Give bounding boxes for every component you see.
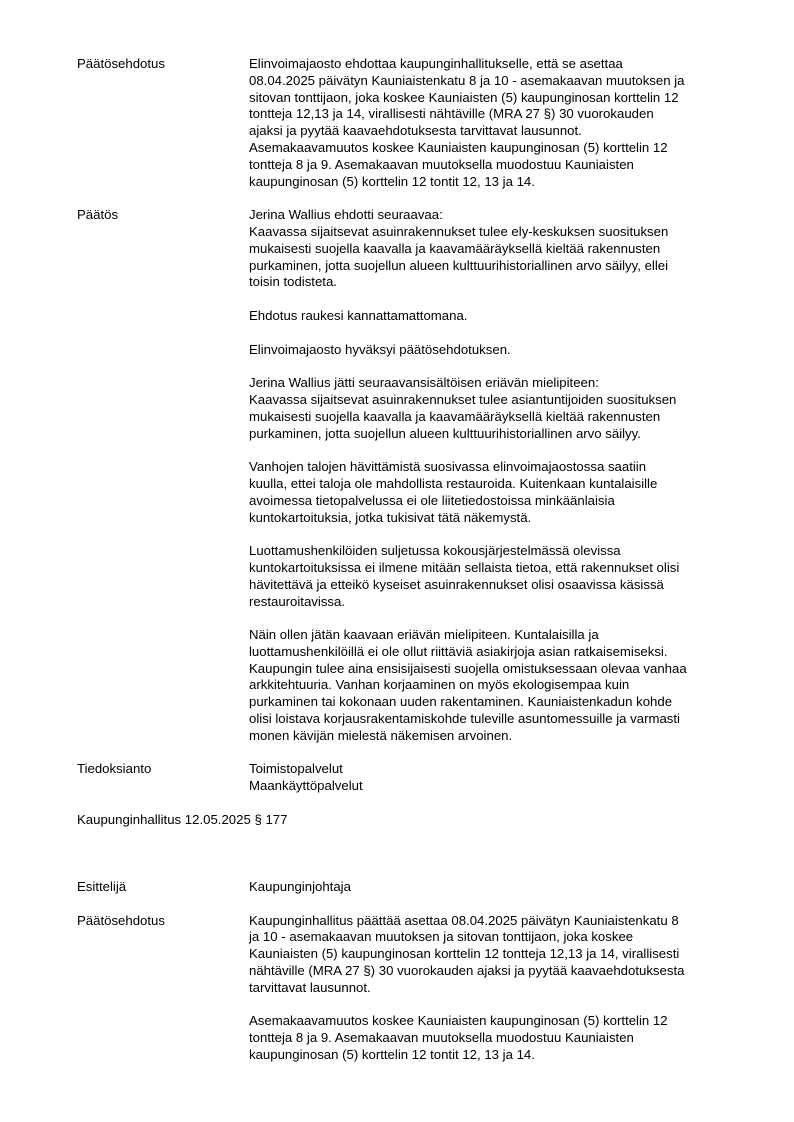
proposal-line: sitovan tonttijaon, joka koskee Kauniaisten (5) kaupunginosan korttelin 12 [249,89,679,105]
proposal-line: 08.04.2025 päivätyn Kauniaistenkatu 8 ja 10 - asemakaavan muutoksen ja [249,72,685,88]
decision-line: avoimessa tietopalvelussa ei ole liitetiedostoissa minkäänlaisia [249,492,615,508]
proposal-line: kaupunginosan (5) korttelin 12 tontit 12, 13 ja 14. [249,173,535,189]
notification-text [249,761,741,795]
decision-line: Vanhojen talojen hävittämistä suosivassa elinvoimajaostossa saatiin [249,459,647,475]
decision-label: Päätös [77,207,119,223]
proposal2-row [77,913,757,1064]
decision-paragraph [249,207,741,291]
decision-line: Luottamushenkilöiden suljetussa kokousjärjestelmässä olevissa [249,543,621,559]
document-page [77,56,757,1064]
proposal-label: Päätösehdotus [77,56,165,71]
decision-line: kuulla, ettei taloja ole mahdollista restauroida. Kuitenkaan kuntalaisille [249,475,658,491]
proposal2-paragraph [249,1013,741,1063]
proposal-text [249,56,741,190]
notification-line: Toimistopalvelut [249,761,343,777]
decision-line: Kaavassa sijaitsevat asuinrakennukset tulee ely-keskuksen suosituksen [249,223,669,239]
decision-line: restauroitavissa. [249,593,346,609]
decision-line: Kaupungin tulee aina ensisijaisesti suojella omistuksessaan olevaa vanhaa [249,660,687,676]
presenter-row [77,879,757,896]
decision-line: arkkitehtuuria. Vanhan korjaaminen on myös ekologisempaa kuin [249,677,630,693]
proposal2-paragraph [249,913,741,997]
decision-line: Kaavassa sijaitsevat asuinrakennukset tulee asiantuntijoiden suosituksen [249,391,677,407]
proposal-line: Asemakaavamuutos koskee Kauniaisten kaupunginosan (5) korttelin 12 [249,139,668,155]
proposal2-line: kaupunginosan (5) korttelin 12 tontit 12, 13 ja 14. [249,1047,535,1063]
notification-line: Maankäyttöpalvelut [249,778,363,794]
decision-line: Jerina Wallius jätti seuraavansisältöisen eriävän mielipiteen: [249,375,599,391]
decision-paragraph [249,342,741,359]
decision-paragraph [249,459,741,526]
proposal2-line: ja 10 - asemakaavan muutoksen ja sitovan tonttijaon, joka koskee [249,929,634,945]
presenter-label: Esittelijä [77,879,127,895]
decision-paragraph [249,627,741,745]
proposal2-line: nähtäville (MRA 27 §) 30 vuorokauden ajaksi ja pyytää kaavaehdotuksesta [249,963,685,979]
decision-line: hävitettävä ja etteikö kyseiset asuinrakennukset olisi osaavissa käsissä [249,576,664,592]
decision-paragraph [249,543,741,610]
meeting-heading: Kaupunginhallitus 12.05.2025 § 177 [77,811,288,827]
decision-line: luottamushenkilöillä ei ole ollut riittäviä asiakirjoja asian ratkaisemiseksi. [249,643,668,659]
proposal2-text [249,913,741,1064]
decision-line: kuntokartoituksissa ei ilmene mitään sellaista tietoa, että rakennukset olisi [249,559,680,575]
decision-line: mukaisesti suojella kaavalla ja kaavamääräyksellä kieltää rakennusten [249,240,661,256]
decision-line: purkaminen tai kokonaan uuden rakentaminen. Kauniaistenkadun kohde [249,694,673,710]
proposal2-line: Asemakaavamuutos koskee Kauniaisten kaupunginosan (5) korttelin 12 [249,1013,668,1029]
proposal2-line: Kaupunginhallitus päättää asettaa 08.04.2025 päivätyn Kauniaistenkatu 8 [249,912,679,928]
decision-line: olisi loistava korjausrakentamiskohde tuleville asuntomessuille ja varmasti [249,711,680,727]
decision-line: toisin todisteta. [249,274,337,290]
proposal2-label: Päätösehdotus [77,912,165,928]
presenter-value: Kaupunginjohtaja [249,879,351,895]
decision-line: purkaminen, jotta suojellun alueen kulttuurihistoriallinen arvo säilyy. [249,425,641,441]
decision-line: Näin ollen jätän kaavaan eriävän mielipiteen. Kuntalaisilla ja [249,627,599,643]
decision-line: Ehdotus raukesi kannattamattomana. [249,307,468,323]
decision-paragraph [249,308,741,325]
decision-paragraph [249,375,741,442]
proposal-row [77,56,757,190]
proposal-line: tontteja 12,13 ja 14, virallisesti nähtäville (MRA 27 §) 30 vuorokauden [249,106,654,122]
proposal-line: Elinvoimajaosto ehdottaa kaupunginhallitukselle, että se asettaa [249,56,623,71]
decision-line: Jerina Wallius ehdotti seuraavaa: [249,207,443,223]
notification-row [77,761,757,795]
decision-text [249,207,741,745]
proposal-line: ajaksi ja pyytää kaavaehdotuksesta tarvittavat lausunnot. [249,123,582,139]
proposal2-line: Kauniaisten (5) kaupunginosan korttelin 12 tontteja 12,13 ja 14, virallisesti [249,946,680,962]
decision-line: Elinvoimajaosto hyväksyi päätösehdotuksen. [249,341,511,357]
notification-label: Tiedoksianto [77,761,152,777]
decision-line: kuntokartoituksia, jotka tukisivat tätä näkemystä. [249,509,532,525]
proposal-line: tontteja 8 ja 9. Asemakaavan muutoksella muodostuu Kauniaisten [249,156,634,172]
decision-line: monen kävijän mielestä näkemisen arvoinen. [249,727,513,743]
decision-line: purkaminen, jotta suojellun alueen kulttuurihistoriallinen arvo säilyy, ellei [249,257,669,273]
decision-line: mukaisesti suojella kaavalla ja kaavamääräyksellä kieltää rakennusten [249,408,661,424]
decision-row [77,207,757,745]
proposal2-line: tontteja 8 ja 9. Asemakaavan muutoksella muodostuu Kauniaisten [249,1030,634,1046]
proposal2-line: tarvittavat lausunnot. [249,979,371,995]
